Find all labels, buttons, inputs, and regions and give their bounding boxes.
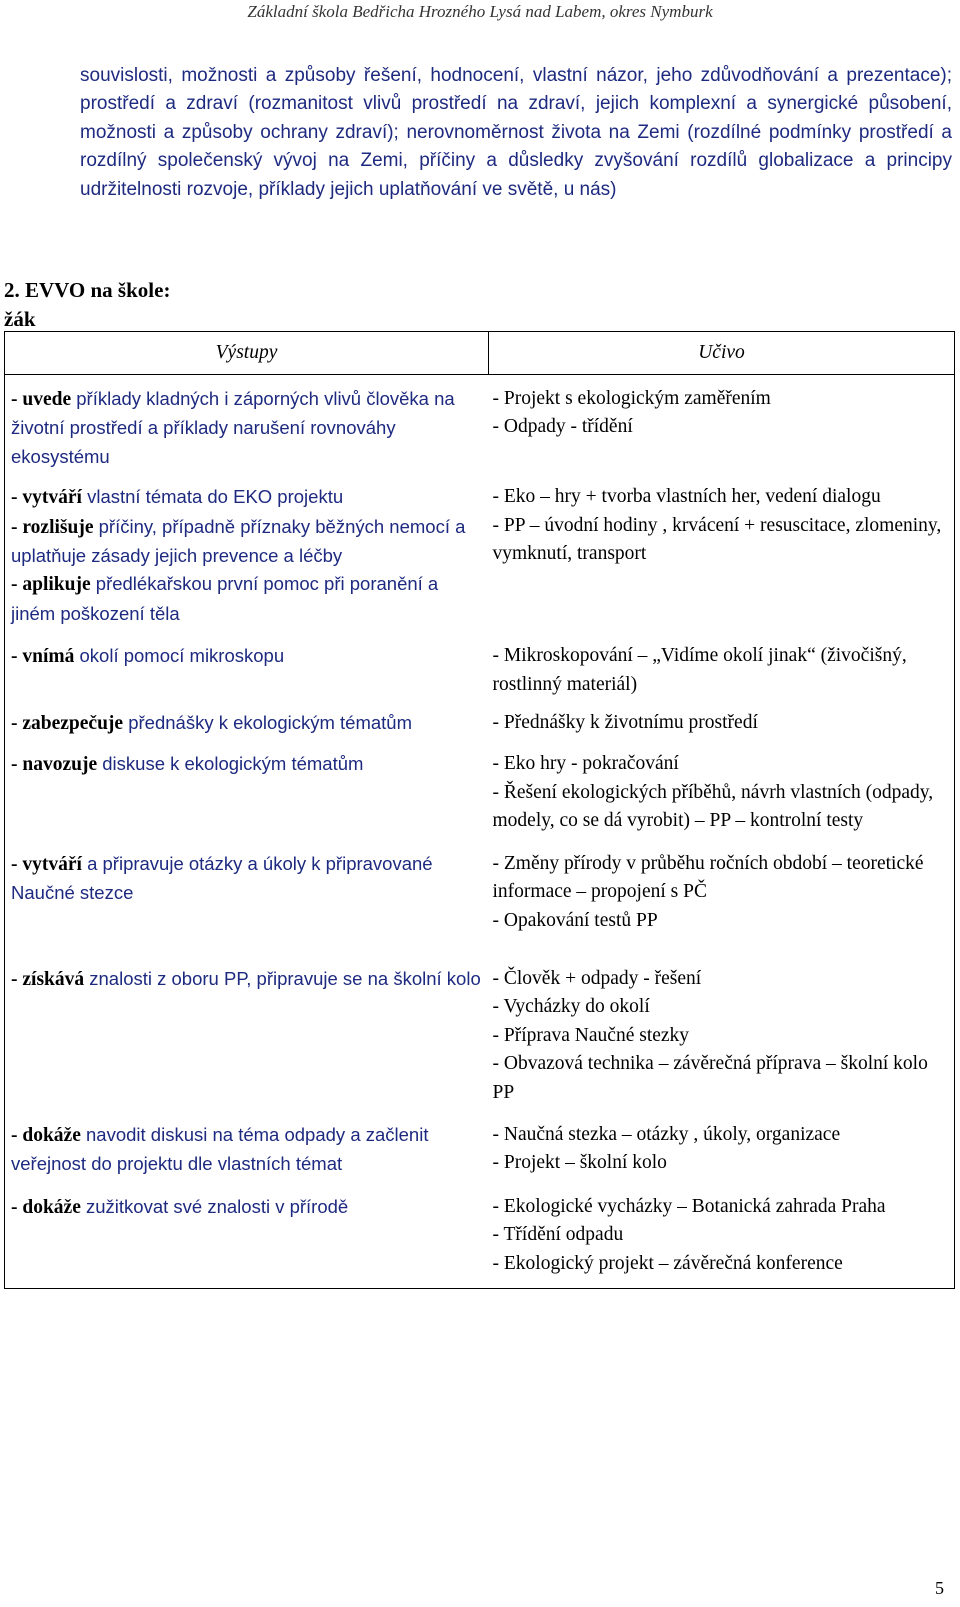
content-item: - Přednášky k životnímu prostředí	[492, 712, 758, 734]
section-title: 2. EVVO na škole:	[4, 278, 171, 302]
content-item: - Mikroskopování – „Vidíme okolí jinak“ (živočišný, rostlinný materiál)	[492, 645, 907, 695]
section-subtitle: žák	[4, 307, 36, 331]
content-item: - Vycházky do okolí	[492, 996, 650, 1018]
content-item: - Ekologické vycházky – Botanická zahrada Praha	[492, 1195, 886, 1217]
output-text: okolí pomocí mikroskopu	[74, 645, 285, 667]
content-cell	[489, 642, 955, 709]
output-text: navodit diskusi na téma odpady a začlenit veřejnost do projektu dle vlastních témat	[11, 1123, 429, 1175]
output-text: a připravuje otázky a úkoly k připravované Naučné stezce	[11, 852, 433, 904]
table-row	[5, 642, 955, 709]
page-header: Základní škola Bedřicha Hrozného Lysá nad Labem, okres Nymburk	[247, 2, 713, 21]
content-cell	[489, 965, 955, 1121]
output-item	[11, 570, 483, 628]
table-row	[5, 1121, 955, 1193]
content-item: - Projekt – školní kolo	[492, 1152, 667, 1174]
content-item: - Eko hry - pokračování	[492, 753, 679, 775]
output-verb: - uvede	[11, 389, 72, 410]
outputs-cell	[5, 1121, 489, 1193]
content-item: - Třídění odpadu	[492, 1224, 624, 1246]
content-item: - Odpady - třídění	[492, 416, 633, 438]
content-cell	[489, 375, 955, 484]
output-item	[11, 965, 483, 994]
outputs-cell	[5, 483, 489, 642]
output-item	[11, 709, 483, 738]
output-item	[11, 1193, 483, 1222]
outputs-cell	[5, 642, 489, 709]
output-text: diskuse k ekologickým tématům	[97, 753, 364, 775]
output-text: znalosti z oboru PP, připravuje se na školní kolo	[84, 967, 481, 989]
output-verb: - dokáže	[11, 1196, 81, 1218]
content-cell	[489, 750, 955, 849]
content-item: - Naučná stezka – otázky , úkoly, organizace	[492, 1123, 841, 1145]
content-cell	[489, 850, 955, 965]
output-item	[11, 1121, 483, 1179]
content-cell	[489, 709, 955, 750]
output-item	[11, 513, 483, 571]
output-verb: - zabezpečuje	[11, 713, 124, 735]
curriculum-table	[4, 331, 955, 1289]
output-item	[11, 850, 483, 908]
output-text: předlékařskou první pomoc při poranění a jiném poškození těla	[11, 573, 439, 624]
output-text: zužitkovat své znalosti v přírodě	[80, 1195, 349, 1217]
output-verb: - navozuje	[11, 754, 98, 776]
output-item	[11, 385, 483, 471]
content-item: - Člověk + odpady - řešení	[492, 967, 702, 989]
table-row	[5, 850, 955, 965]
output-verb: - aplikuje	[11, 574, 91, 596]
table-row	[5, 375, 955, 484]
section-heading	[4, 276, 170, 334]
column-header-outputs: Výstupy	[5, 332, 489, 375]
table-row	[5, 709, 955, 750]
output-verb: - rozlišuje	[11, 516, 94, 538]
page-number: 5	[935, 1578, 944, 1598]
outputs-cell	[5, 375, 489, 484]
content-cell	[489, 1121, 955, 1193]
content-item: - Příprava Naučné stezky	[492, 1024, 690, 1046]
outputs-cell	[5, 965, 489, 1121]
output-verb: - dokáže	[11, 1124, 81, 1146]
column-header-content: Učivo	[489, 332, 955, 375]
output-text: příčiny, případně příznaky běžných nemocí a uplatňuje zásady jejich prevence a léčby	[11, 515, 466, 567]
output-item	[11, 642, 483, 671]
intro-paragraph: souvislosti, možnosti a způsoby řešení, hodnocení, vlastní názor, jeho zdůvodňování a prezentace); prostředí a zdraví (rozmanitost vlivů prostředí na zdraví, jejich komplexní a synergické působení, možnosti a způsoby ochrany zdraví); nerovnoměrnost života na Zemi (rozdílné podmínky prostředí a rozdílný společenský vývoj na Zemi, příčiny a důsledky zvyšování rozdílů globalizace a principy udržitelnosti rozvoje, příklady jejich uplatňování ve světě, u nás)	[80, 65, 952, 200]
outputs-cell	[5, 750, 489, 849]
output-verb: - vytváří	[11, 853, 82, 875]
outputs-cell	[5, 850, 489, 965]
table-row	[5, 1193, 955, 1289]
table-row	[5, 483, 955, 642]
content-item: - Řešení ekologických příběhů, návrh vlastních (odpady, modely, co se dá vyrobit) – PP – kontrolní testy	[492, 781, 934, 832]
table-row	[5, 750, 955, 849]
content-item: - Změny přírody v průběhu ročních období – teoretické informace – propojení s PČ	[492, 852, 924, 903]
output-verb: - získává	[11, 968, 85, 990]
table-body	[5, 375, 955, 1289]
output-verb: - vytváří	[11, 487, 82, 509]
content-item: - Projekt s ekologickým zaměřením	[492, 388, 771, 409]
output-text: přednášky k ekologickým tématům	[123, 712, 412, 734]
content-item: - Eko – hry + tvorba vlastních her, vedení dialogu	[492, 486, 881, 508]
content-item: - Obvazová technika – závěrečná příprava – školní kolo PP	[492, 1053, 928, 1103]
output-text: vlastní témata do EKO projektu	[81, 486, 344, 508]
content-item: - Ekologický projekt – závěrečná konference	[492, 1252, 843, 1274]
table-row	[5, 965, 955, 1121]
output-verb: - vnímá	[11, 646, 75, 668]
content-cell	[489, 1193, 955, 1289]
output-item	[11, 483, 483, 512]
output-text: příklady kladných i záporných vlivů člověka na životní prostředí a příklady narušení rovnováhy ekosystému	[11, 388, 455, 467]
output-item	[11, 750, 483, 779]
content-item: - PP – úvodní hodiny , krvácení + resuscitace, zlomeniny, vymknutí, transport	[492, 514, 942, 565]
content-item: - Opakování testů PP	[492, 909, 658, 931]
content-cell	[489, 483, 955, 642]
outputs-cell	[5, 1193, 489, 1289]
outputs-cell	[5, 709, 489, 750]
